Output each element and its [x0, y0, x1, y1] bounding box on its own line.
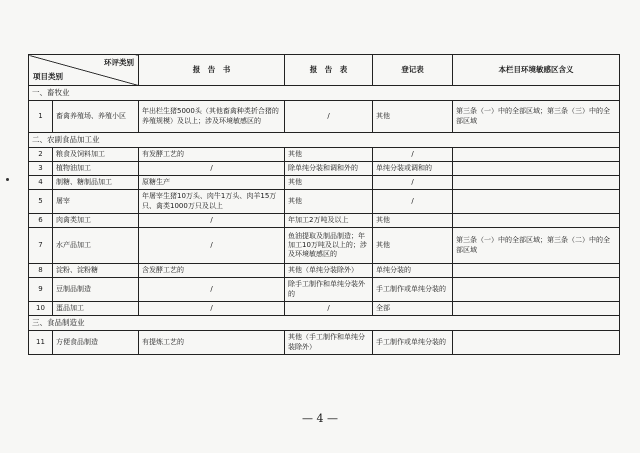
- row-number: 6: [29, 214, 53, 228]
- row-number: 3: [29, 162, 53, 176]
- row-number: 7: [29, 228, 53, 264]
- row-sensitive-area: [453, 214, 620, 228]
- row-report-book: /: [139, 214, 285, 228]
- row-registration: 其他: [373, 214, 453, 228]
- row-item-name: 水产品加工: [53, 228, 139, 264]
- row-report-book: /: [139, 302, 285, 316]
- row-registration: /: [373, 190, 453, 214]
- row-registration: 其他: [373, 228, 453, 264]
- row-report-form: 其他（手工制作和单纯分装除外）: [285, 331, 373, 355]
- header-diagonal-cell: [29, 55, 139, 86]
- row-report-book: 年屠宰生猪10万头、肉牛1万头、肉羊15万只、禽类1000万只及以上: [139, 190, 285, 214]
- section-row: [29, 133, 620, 148]
- section-title: 二、农副食品加工业: [29, 133, 620, 148]
- row-sensitive-area: 第三条（一）中的全部区域；第三条（三）中的全部区域: [453, 101, 620, 133]
- header-registration-form: 登记表: [373, 55, 453, 86]
- stray-mark: [6, 178, 9, 181]
- row-registration: /: [373, 148, 453, 162]
- table-row: [29, 278, 620, 302]
- row-item-name: 畜禽养殖场、养殖小区: [53, 101, 139, 133]
- row-sensitive-area: [453, 278, 620, 302]
- row-sensitive-area: [453, 190, 620, 214]
- header-item-label: 项目类别: [33, 72, 63, 82]
- row-item-name: 屠宰: [53, 190, 139, 214]
- row-report-form: 其他: [285, 190, 373, 214]
- row-number: 2: [29, 148, 53, 162]
- table-row: [29, 148, 620, 162]
- row-report-form: 除手工制作和单纯分装外的: [285, 278, 373, 302]
- row-report-book: 含发酵工艺的: [139, 264, 285, 278]
- row-item-name: 豆制品制造: [53, 278, 139, 302]
- row-number: 9: [29, 278, 53, 302]
- row-sensitive-area: 第三条（一）中的全部区域；第三条（二）中的全部区域: [453, 228, 620, 264]
- row-sensitive-area: [453, 264, 620, 278]
- row-registration: 全部: [373, 302, 453, 316]
- row-registration: 手工制作或单纯分装的: [373, 331, 453, 355]
- header-category-label: 环评类别: [104, 58, 134, 67]
- row-number: 1: [29, 101, 53, 133]
- table-row: [29, 176, 620, 190]
- row-registration: 单纯分装的: [373, 264, 453, 278]
- row-sensitive-area: [453, 162, 620, 176]
- row-sensitive-area: [453, 176, 620, 190]
- header-report-form: 报 告 表: [285, 55, 373, 86]
- section-row: [29, 316, 620, 331]
- table-row: [29, 331, 620, 355]
- row-report-book: /: [139, 228, 285, 264]
- row-number: 5: [29, 190, 53, 214]
- row-report-form: 除单纯分装和调和外的: [285, 162, 373, 176]
- row-number: 4: [29, 176, 53, 190]
- row-item-name: 方便食品制造: [53, 331, 139, 355]
- table-row: [29, 264, 620, 278]
- table-header-row: [29, 55, 620, 86]
- row-registration: 单纯分装或调和的: [373, 162, 453, 176]
- row-item-name: 肉禽类加工: [53, 214, 139, 228]
- row-report-book: /: [139, 162, 285, 176]
- row-report-form: 年加工2万吨及以上: [285, 214, 373, 228]
- row-report-book: 年出栏生猪5000头（其他畜禽种类折合猪的养殖规模）及以上；涉及环境敏感区的: [139, 101, 285, 133]
- row-registration: /: [373, 176, 453, 190]
- table-row: [29, 302, 620, 316]
- table-row: [29, 214, 620, 228]
- row-sensitive-area: [453, 302, 620, 316]
- row-number: 11: [29, 331, 53, 355]
- row-item-name: 植物油加工: [53, 162, 139, 176]
- section-title: 三、食品制造业: [29, 316, 620, 331]
- header-report-book: 报 告 书: [139, 55, 285, 86]
- row-item-name: 制糖、糖制品加工: [53, 176, 139, 190]
- table-row: [29, 228, 620, 264]
- page-number: — 4 —: [302, 412, 338, 425]
- eia-category-table: [28, 54, 620, 355]
- table-row: [29, 190, 620, 214]
- row-report-form: 其他（单纯分装除外）: [285, 264, 373, 278]
- row-sensitive-area: [453, 148, 620, 162]
- row-report-book: /: [139, 278, 285, 302]
- row-report-form: 鱼油提取及制品制造；年加工10万吨及以上的；涉及环境敏感区的: [285, 228, 373, 264]
- row-item-name: 蛋品加工: [53, 302, 139, 316]
- row-item-name: 粮食及饲料加工: [53, 148, 139, 162]
- row-registration: 其他: [373, 101, 453, 133]
- row-report-form: /: [285, 302, 373, 316]
- section-row: [29, 86, 620, 101]
- row-number: 10: [29, 302, 53, 316]
- row-number: 8: [29, 264, 53, 278]
- row-report-book: 原糖生产: [139, 176, 285, 190]
- row-report-form: 其他: [285, 148, 373, 162]
- header-sensitive-area: 本栏目环境敏感区含义: [453, 55, 620, 86]
- row-item-name: 淀粉、淀粉糖: [53, 264, 139, 278]
- row-report-form: 其他: [285, 176, 373, 190]
- row-report-form: /: [285, 101, 373, 133]
- row-report-book: 有提炼工艺的: [139, 331, 285, 355]
- table-row: [29, 101, 620, 133]
- row-report-book: 有发酵工艺的: [139, 148, 285, 162]
- regulation-table-page: [28, 54, 619, 355]
- row-sensitive-area: [453, 331, 620, 355]
- section-title: 一、畜牧业: [29, 86, 620, 101]
- row-registration: 手工制作或单纯分装的: [373, 278, 453, 302]
- table-row: [29, 162, 620, 176]
